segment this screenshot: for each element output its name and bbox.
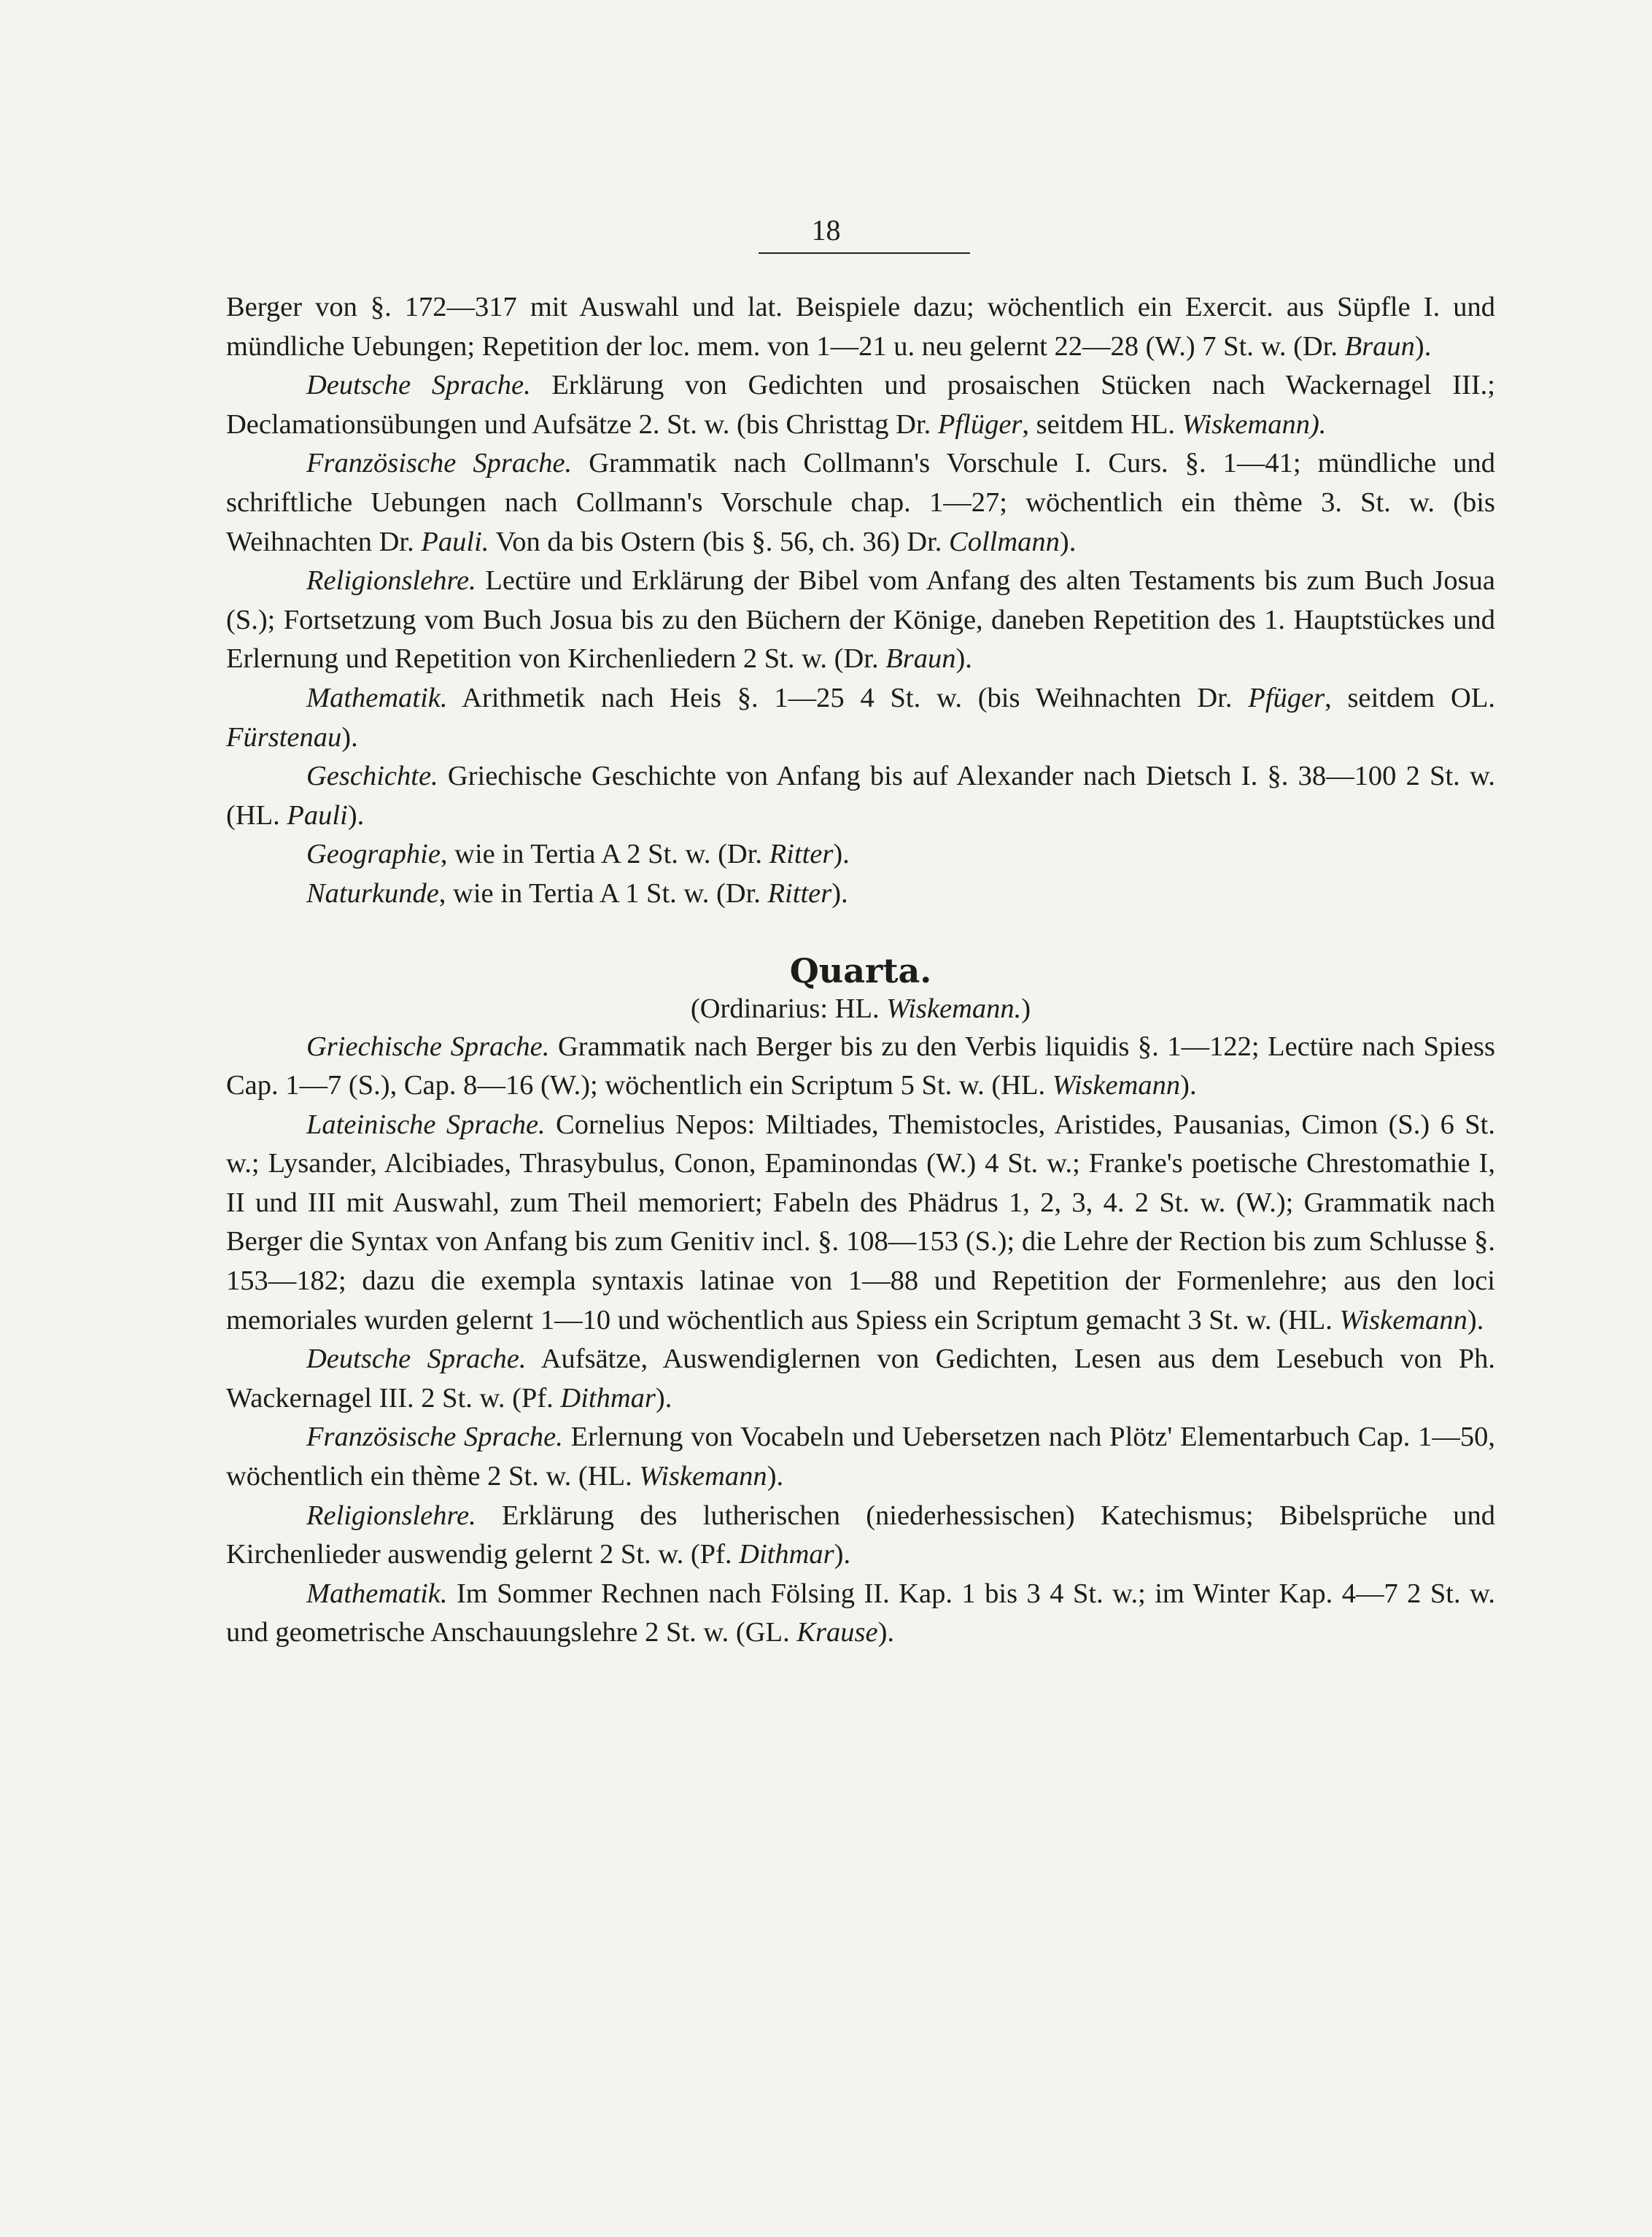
paragraph-text: , wie in Tertia A 1 St. w. (Dr. [438,877,768,909]
ordinarius-close: ) [1021,993,1031,1024]
paragraph-text: Im Sommer Rechnen nach Fölsing II. Kap. 1 bis 3 4 St. w.; im Winter Kap. 4—7 2 St. w. und geometrische Anschauungslehre 2 St. w. (GL. [226,1578,1495,1648]
teacher-name: Braun [1344,330,1415,362]
paragraph-lateinische-sprache [226,1106,1495,1341]
subject-heading: Lateinische Sprache. [306,1109,546,1140]
paragraph-end: ). [834,1539,851,1570]
subject-heading: Deutsche Sprache. [306,370,531,401]
paragraph-religionslehre [226,562,1495,679]
paragraph-end: ). [655,1382,672,1414]
page-body [226,288,1495,1653]
paragraph-religionslehre-quarta [226,1497,1495,1575]
subject-heading: Französische Sprache. [306,1422,563,1453]
paragraph-geschichte [226,757,1495,835]
paragraph-end: ). [1059,526,1077,557]
paragraph-end: ). [1180,1070,1197,1101]
teacher-name: Wiskemann [1052,1070,1181,1101]
paragraph-text: Grammatik nach Berger bis zu den Verbis liquidis §. 1—122; Lectüre nach Spiess Cap. 1—7 (S.), Cap. 8—16 (W.); wöchentlich ein Scriptum 5 St. w. (HL. [226,1031,1495,1101]
teacher-name: Ritter [767,877,832,909]
paragraph-text: Von da bis Ostern (bis §. 56, ch. 36) Dr. [489,526,950,557]
paragraph-text: Aufsätze, Auswendiglernen von Gedichten, Lesen aus dem Lesebuch von Ph. Wackernagel III. 2 St. w. (Pf. [226,1344,1496,1414]
paragraph-text: Griechische Geschichte von Anfang bis auf Alexander nach Dietsch I. §. 38—100 2 St. w. (HL. [226,761,1495,831]
paragraph-text: , seitdem OL. [1325,682,1495,713]
page-number: 18 [811,214,841,247]
paragraph-end: ). [833,839,850,870]
paragraph-griechische-sprache [226,1028,1495,1106]
paragraph-text: Erklärung von Gedichten und prosaischen Stücken nach Wackernagel III.; Declamationsübungen und Aufsätze 2. St. w. (bis Christtag Dr. [226,370,1495,440]
subject-heading: Religionslehre. [306,1500,476,1531]
paragraph-end: ). [341,721,358,753]
subject-heading: Geschichte. [306,761,438,792]
paragraph-mathematik [226,679,1495,757]
teacher-name: Wiskemann. [886,993,1022,1024]
paragraph-end: ). [955,643,972,675]
paragraph-end: ). [877,1617,895,1648]
paragraph-text: Lectüre und Erklärung der Bibel vom Anfang des alten Testaments bis zum Buch Josua (S.); Fortsetzung vom Buch Josua bis zu den Büchern der Könige, daneben Repetition des 1. Hauptstückes und Erlernung und Repetition von Kirchenliedern 2 St. w. (Dr. [226,565,1495,675]
subject-heading: Mathematik. [306,1578,448,1609]
paragraph-geographie [226,835,1495,875]
paragraph-text: Grammatik nach Collmann's Vorschule I. Curs. §. 1—41; mündliche und schriftliche Uebungen nach Collmann's Vorschule chap. 1—27; wöchentlich ein thème 3. St. w. (bis Weihnachten Dr. [226,448,1495,557]
ordinarius-line [226,990,1495,1028]
subject-heading: Religionslehre. [306,565,476,597]
teacher-name: Braun [885,643,956,675]
teacher-name: Wiskemann). [1182,408,1327,440]
paragraph-franzoesische-sprache-quarta [226,1418,1495,1496]
teacher-name: Krause [796,1617,878,1648]
paragraph-text: Erklärung des lutherischen (niederhessischen) Katechismus; Bibelsprüche und Kirchenlieder auswendig gelernt 2 St. w. (Pf. [226,1500,1495,1570]
teacher-name: Fürstenau [226,721,342,753]
paragraph-end: ). [1467,1304,1484,1335]
subject-heading: Französische Sprache. [306,448,573,479]
section-title-quarta: Quarta. [789,950,932,990]
paragraph-deutsche-sprache-quarta [226,1340,1495,1418]
paragraph-text: Erlernung von Vocabeln und Uebersetzen nach Plötz' Elementarbuch Cap. 1—50, wöchentlich ein thème 2 St. w. (HL. [226,1422,1495,1492]
subject-heading: Deutsche Sprache. [306,1344,527,1375]
subject-heading: Griechische Sprache. [306,1031,550,1062]
teacher-name: Pauli [287,799,348,831]
teacher-name: Wiskemann [1339,1304,1467,1335]
teacher-name: Collmann [949,526,1060,557]
paragraph-text: Arithmetik nach Heis §. 1—25 4 St. w. (bis Weihnachten Dr. [447,682,1249,713]
paragraph-end: ). [347,799,365,831]
paragraph-text: , wie in Tertia A 2 St. w. (Dr. [440,839,769,870]
paragraph-mathematik-quarta [226,1575,1495,1653]
paragraph-end: ). [1414,330,1432,362]
teacher-name: Wiskemann [639,1461,767,1492]
paragraph-text: , seitdem HL. [1022,408,1182,440]
page-number-rule [759,252,970,254]
teacher-name: Pfüger [1248,682,1325,713]
paragraph-end: ). [831,877,848,909]
teacher-name: Dithmar [739,1539,834,1570]
subject-heading: Naturkunde [306,877,439,909]
paragraph-naturkunde [226,875,1495,914]
teacher-name: Dithmar [560,1382,656,1414]
subject-heading: Geographie [306,839,441,870]
paragraph-deutsche-sprache [226,366,1495,444]
teacher-name: Ritter [769,839,834,870]
teacher-name: Pflüger [937,408,1023,440]
paragraph-end: ). [767,1461,784,1492]
ordinarius-label: (Ordinarius: HL. [690,993,887,1024]
continued-text: Berger von §. 172—317 mit Auswahl und lat. Beispiele dazu; wöchentlich ein Exercit. aus Süpfle I. und mündliche Uebungen; Repetition der loc. mem. von 1—21 u. neu gelernt 22—28 (W.) 7 St. w. (Dr. [226,292,1495,362]
paragraph-continued [226,288,1495,366]
subject-heading: Mathematik. [306,682,448,713]
paragraph-text: Cornelius Nepos: Miltiades, Themistocles, Aristides, Pausanias, Cimon (S.) 6 St. w.; Lysander, Alcibiades, Thrasybulus, Conon, Epaminondas (W.) 4 St. w.; Franke's poetische Chrestomathie I, II und III mit Auswahl, zum Theil memoriert; Fabeln des Phädrus 1, 2, 3, 4. 2 St. w. (W.); Grammatik nach Berger die Syntax von Anfang bis zum Genitiv incl. §. 108—153 (S.); die Lehre der Rection bis zum Schlusse §. 153—182; dazu die exempla syntaxis latinae von 1—88 und Repetition der Formenlehre; aus den loci memoriales wurden gelernt 1—10 und wöchentlich aus Spiess ein Scriptum gemacht 3 St. w. (HL. [226,1109,1495,1335]
paragraph-franzoesische-sprache [226,444,1495,562]
teacher-name: Pauli. [421,526,489,557]
